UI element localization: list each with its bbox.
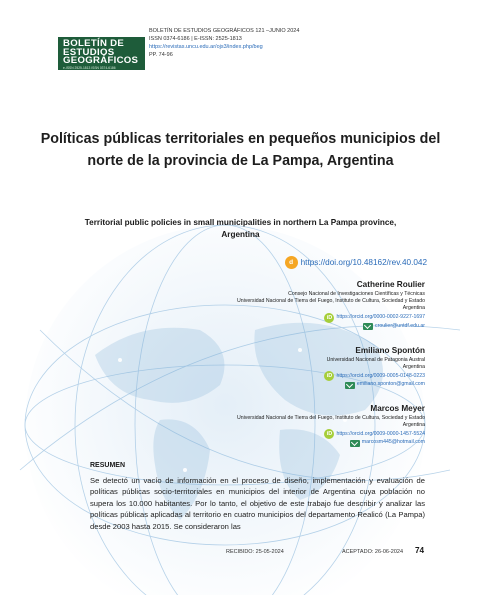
- author-affiliation: Argentina: [402, 364, 425, 371]
- orcid-link[interactable]: https://orcid.org/0009-0000-1457-5524: [336, 430, 425, 437]
- received-date: RECIBIDO: 25-05-2024: [226, 549, 284, 555]
- mail-icon: [350, 440, 360, 447]
- orcid-icon: iD: [324, 371, 334, 381]
- abstract-heading: RESUMEN: [90, 462, 126, 469]
- doi-link[interactable]: https://doi.org/10.48162/rev.40.042: [300, 258, 427, 267]
- author-affiliation: Argentina: [402, 305, 425, 312]
- orcid-row: [324, 313, 425, 323]
- journal-name: BOLETÍN DE ESTUDIOS GEOGRÁFICOS 121 –JUNIO 2024: [149, 28, 300, 34]
- author-block: [324, 345, 425, 392]
- journal-url-link[interactable]: https://revistas.uncu.edu.ar/ojs3/index.php/beg: [149, 44, 263, 50]
- orcid-link[interactable]: https://orcid.org/0000-0002-9227-1697: [336, 314, 425, 320]
- author-block: [237, 279, 425, 333]
- email-row: [350, 439, 425, 446]
- author-affiliation: Universidad Nacional de Patagonia Austral: [326, 357, 425, 363]
- author-affiliation: Argentina: [402, 422, 425, 429]
- logo-text-line: BOLETÍN DE: [63, 38, 125, 49]
- orcid-row: [324, 429, 425, 439]
- header-info: [149, 27, 299, 59]
- orcid-link[interactable]: https://orcid.org/0009-0005-0148-0223: [336, 372, 425, 379]
- email-link[interactable]: croulier@untdf.edu.ar: [375, 322, 425, 329]
- author-name: Emiliano Spontón: [355, 346, 425, 355]
- mail-icon: [363, 323, 373, 330]
- doi-icon: d: [285, 256, 298, 269]
- doi-row: [285, 256, 427, 269]
- logo-issn: e-ISSN 2525-1813 ISSN 0374-6186: [63, 65, 116, 70]
- author-block: [237, 403, 425, 450]
- orcid-icon: iD: [324, 429, 334, 439]
- logo-text-line: ESTUDIOS: [63, 46, 115, 58]
- accepted-date: ACEPTADO: 26-06-2024: [342, 549, 404, 555]
- journal-logo: [58, 37, 145, 70]
- author-name: Marcos Meyer: [370, 404, 425, 413]
- issn-line: ISSN 0374-6186 | E-ISSN: 2525-1813: [149, 36, 242, 42]
- article-title: Políticas públicas territoriales en pequeños municipios del norte de la provincia de La Pampa, Argentina: [40, 131, 441, 169]
- author-affiliation: Universidad Nacional de Tierra del Fuego, Instituto de Cultura, Sociedad y Estado: [236, 415, 425, 421]
- page-range: PP. 74-96: [149, 52, 173, 58]
- orcid-row: [324, 371, 425, 381]
- abstract-body: Se detectó un vacío de información en el proceso de diseño, implementación y evaluación de políticas públicas socio-territoriales en municipios del interior de Argentina cuya población no supera los 10.000 habitantes. Por lo tanto, el objetivo de este trabajo fue describir y analizar las políticas públicas aplicadas al territorio en cuatro municipios del departamento Realicó (La Pampa) desde 2003 hasta 2015. Se consideraron las: [90, 476, 425, 531]
- email-link[interactable]: emiliano.sponton@gmail.com: [356, 381, 425, 388]
- author-name: Catherine Roulier: [356, 280, 425, 289]
- article-subtitle: Territorial public policies in small municipalities in northern La Pampa province, Argentina: [84, 218, 397, 240]
- email-link[interactable]: marcosm445@hotmail.com: [361, 439, 425, 446]
- orcid-icon: iD: [324, 313, 334, 323]
- author-affiliation: Universidad Nacional de Tierra del Fuego, Instituto de Cultura, Sociedad y Estado: [236, 298, 425, 305]
- mail-icon: [345, 382, 355, 389]
- page-number: 74: [415, 546, 425, 555]
- author-affiliation: Consejo Nacional de Investigaciones Científicas y Técnicas: [288, 291, 425, 297]
- logo-text-line: GEOGRÁFICOS: [63, 55, 139, 67]
- email-row: [345, 381, 425, 388]
- email-row: [363, 323, 425, 330]
